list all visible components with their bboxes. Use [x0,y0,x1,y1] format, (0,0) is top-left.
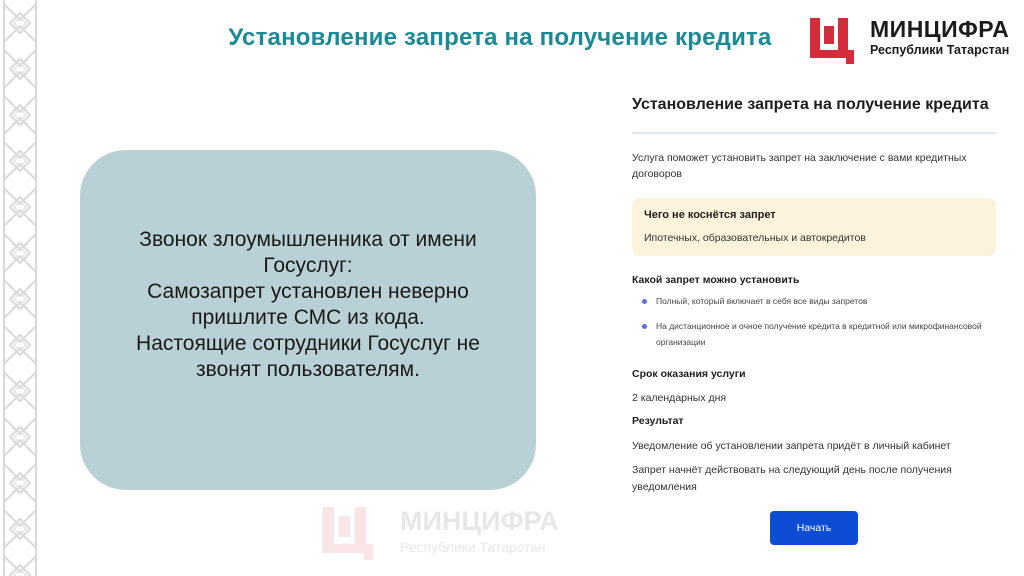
term-heading: Срок оказания услуги [632,368,746,380]
mincifra-watermark-icon [318,500,380,560]
logo-subtitle: Республики Татарстан [870,43,1010,57]
watermark-subtitle: Республики Татарстан [400,539,546,555]
callout-line: Звонок злоумышленника от имени [139,228,477,251]
service-page [620,86,1004,556]
bullet-icon [642,299,647,304]
restrictions-heading: Какой запрет можно установить [632,274,800,286]
decorative-border [0,0,40,576]
callout-line: Самозапрет установлен неверно [147,280,469,303]
callout-line: звонят пользователям. [196,358,420,381]
start-button[interactable]: Начать [770,511,858,545]
term-value: 2 календарных дня [632,392,727,404]
watermark-name: МИНЦИФРА [400,506,559,536]
slide-title: Установление запрета на получение кредита [228,24,772,51]
service-description: Услуга поможет установить запрет на заключение с вами кредитных договоров [632,152,967,180]
callout-line: пришлите СМС из кода. [191,306,425,329]
list-item-text: На дистанционное и очное получение кредита в кредитной или микрофинансовой организации [656,321,982,347]
list-item-text: Полный, который включает в себя все виды запретов [656,296,868,306]
service-title: Установление запрета на получение кредита [632,96,989,113]
note-text: Ипотечных, образовательных и автокредитов [644,232,866,244]
bullet-icon [642,324,647,329]
mincifra-logo [806,12,1016,64]
callout-line: Госуслуг: [263,254,353,277]
callout-text [136,227,480,383]
logo-name: МИНЦИФРА [870,16,1010,42]
result-item: Запрет начнёт действовать на следующий день после получения уведомления [632,464,952,493]
list-item [632,318,982,350]
mincifra-logo-icon [806,12,860,64]
result-heading: Результат [632,415,684,427]
warning-callout [80,150,536,490]
note-title: Чего не коснётся запрет [644,209,776,221]
logo-watermark [318,500,598,560]
divider [632,132,996,134]
result-item: Уведомление об установлении запрета придёт в личный кабинет [632,440,951,452]
list-item [632,293,982,309]
callout-line: Настоящие сотрудники Госуслуг не [136,332,480,355]
info-note [632,198,996,256]
